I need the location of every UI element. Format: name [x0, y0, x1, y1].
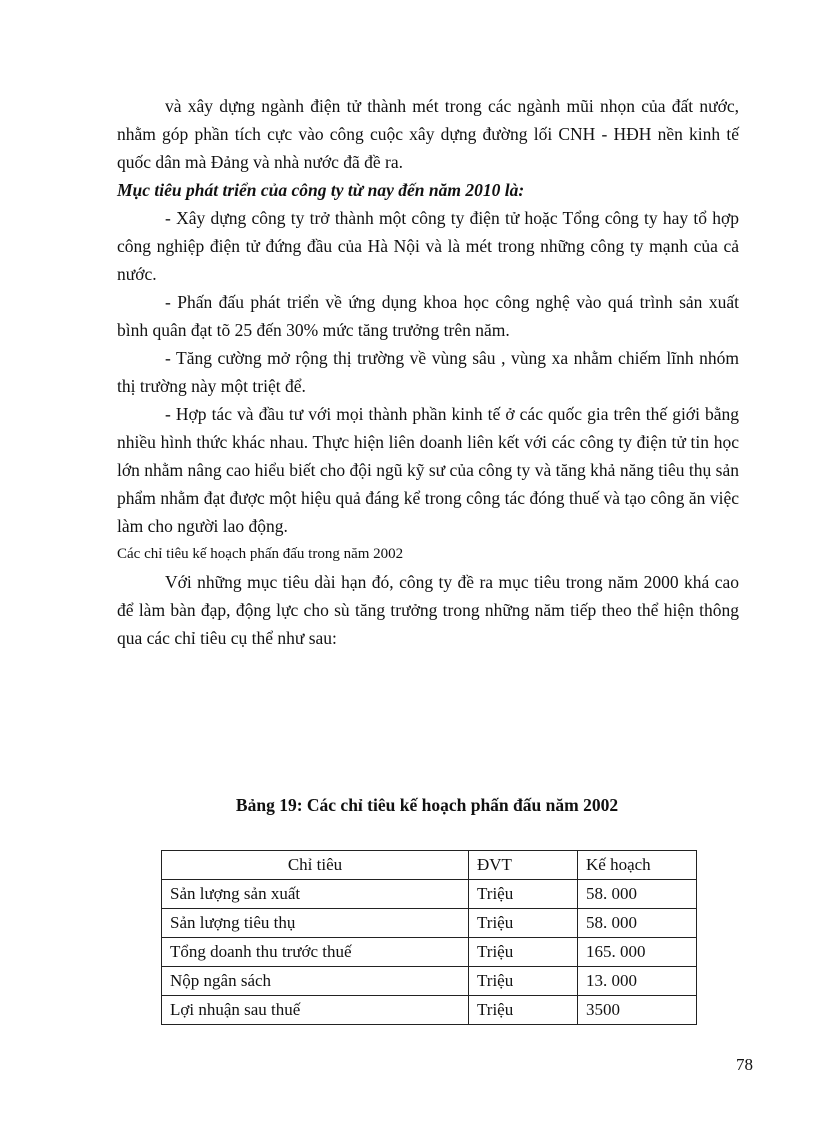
goal-item: - Phấn đấu phát triển về ứng dụng khoa học công nghệ vào quá trình sản xuất bình quân đạt tõ 25 đến 30% mức tăng trưởng trên năm.	[117, 292, 739, 340]
table-cell: 13. 000	[578, 967, 697, 996]
table-cell: 3500	[578, 996, 697, 1025]
table-cell: Sản lượng sản xuất	[162, 880, 469, 909]
table-cell: Nộp ngân sách	[162, 967, 469, 996]
table-cell: Sản lượng tiêu thụ	[162, 909, 469, 938]
table-cell: 58. 000	[578, 880, 697, 909]
table-cell: Triệu	[469, 967, 578, 996]
table-row	[162, 909, 697, 938]
table-cell: Triệu	[469, 909, 578, 938]
paragraph-intro: và xây dựng ngành điện tử thành mét trong các ngành mũi nhọn của đất nước, nhằm góp phần tích cực vào công cuộc xây dựng đường lối CNH - HĐH nền kinh tế quốc dân mà Đảng và nhà nước đã đề ra.	[117, 96, 739, 172]
table-row	[162, 967, 697, 996]
table-cell: Tổng doanh thu trước thuế	[162, 938, 469, 967]
header-cell: Kế hoạch	[578, 851, 697, 880]
table-cell: 58. 000	[578, 909, 697, 938]
paragraph-targets: Với những mục tiêu dài hạn đó, công ty đề ra mục tiêu trong năm 2000 khá cao để làm bàn đạp, động lực cho sù tăng trưởng trong những năm tiếp theo thể hiện thông qua các chỉ tiêu cụ thể như sau:	[117, 572, 739, 648]
table-cell: Lợi nhuận sau thuế	[162, 996, 469, 1025]
table-cell: Triệu	[469, 880, 578, 909]
table-cell: Triệu	[469, 938, 578, 967]
table-title: Bảng 19: Các chỉ tiêu kế hoạch phấn đấu năm 2002	[235, 795, 619, 815]
table-row	[162, 938, 697, 967]
goal-item: - Tăng cường mở rộng thị trường về vùng sâu , vùng xa nhằm chiếm lĩnh nhóm thị trường này một triệt để.	[117, 348, 739, 396]
goal-item: - Xây dựng công ty trở thành một công ty điện tử hoặc Tổng công ty hay tổ hợp công nghiệp điện tử đứng đầu của Hà Nội và là mét trong những công ty mạnh của cả nước.	[117, 208, 739, 284]
plan-table	[161, 850, 697, 1025]
goals-heading: Mục tiêu phát triển của công ty từ nay đến năm 2010 là:	[117, 180, 525, 200]
table-header-row	[162, 851, 697, 880]
goal-item: - Hợp tác và đầu tư với mọi thành phần kinh tế ở các quốc gia trên thế giới bằng nhiều hình thức khác nhau. Thực hiện liên doanh liên kết với các công ty điện tử tin học lớn nhằm nâng cao hiểu biết cho đội ngũ kỹ sư của công ty và tăng khả năng tiêu thụ sản phẩm nhằm đạt được một hiệu quả đáng kể trong công tác đóng thuế và tạo công ăn việc làm cho người lao động.	[117, 404, 739, 536]
table-cell: 165. 000	[578, 938, 697, 967]
page-number: 78	[736, 1055, 753, 1074]
table-cell: Triệu	[469, 996, 578, 1025]
header-cell: Chỉ tiêu	[162, 851, 469, 880]
table-row	[162, 996, 697, 1025]
document-body	[117, 92, 739, 652]
targets-heading: Các chỉ tiêu kế hoạch phấn đấu trong năm 2002	[117, 546, 404, 562]
header-cell: ĐVT	[469, 851, 578, 880]
table-row	[162, 880, 697, 909]
